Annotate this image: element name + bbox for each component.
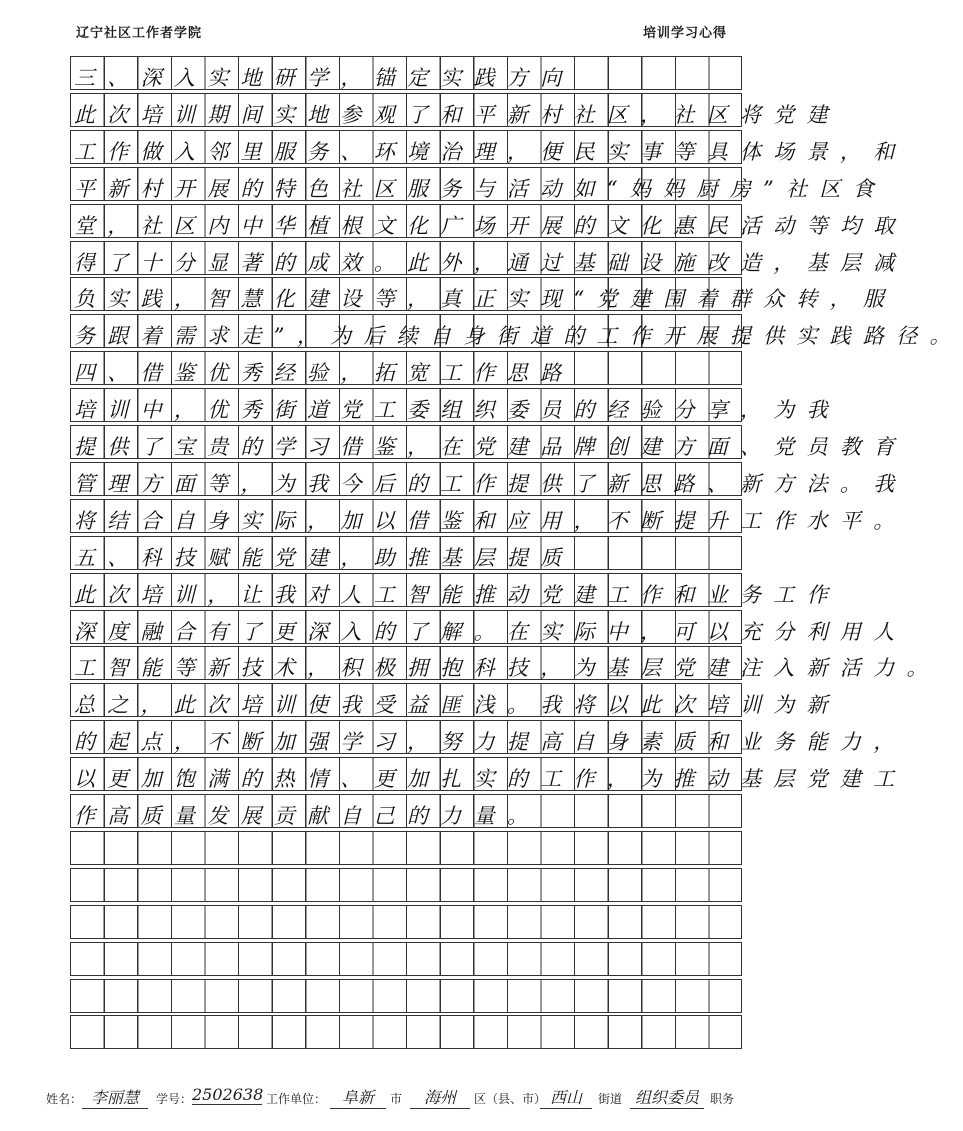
grid-row: [70, 905, 742, 939]
handwritten-line: 工智能等新技术，积极拥抱科技，为基层党建注入新活力。: [74, 656, 940, 681]
grid-row: [70, 536, 742, 570]
grid-row: [70, 277, 897, 312]
grid-row: [70, 130, 907, 164]
handwritten-line: 将结合自身实际，加以借鉴和应用，不断提升工作水平。: [74, 508, 907, 533]
city-value: 阜新: [330, 1085, 386, 1109]
name-value: 李丽慧: [82, 1085, 148, 1109]
grid-row: [70, 610, 907, 644]
grid-row: [70, 56, 742, 90]
handwritten-line: 三、深入实地研学，锚定实践方向: [74, 66, 574, 90]
handwritten-line: 务跟着需求走”，为后续自身街道的工作开展提供实践路径。: [74, 324, 963, 349]
handwritten-line: 此次培训期间实地参观了和平新村社区，社区将党建: [74, 102, 840, 127]
handwritten-line: 的起点，不断加强学习，努力提高自身素质和业务能力，: [74, 730, 907, 755]
district-label: 区（县、市）: [474, 1092, 547, 1106]
grid-row: [70, 979, 742, 1013]
district-value: 海州: [410, 1085, 470, 1109]
grid-row: [70, 831, 742, 865]
grid-row: [70, 462, 907, 496]
city-label: 市: [390, 1092, 403, 1106]
org-name: 辽宁社区工作者学院: [76, 26, 203, 41]
grid-row: [70, 388, 840, 423]
handwritten-line: 提供了宝贵的学习借鉴，在党建品牌创建方面、党员教育: [74, 435, 907, 459]
grid-row: [70, 794, 742, 828]
grid-row: [70, 425, 907, 459]
handwritten-line: 平新村开展的特色社区服务与活动如“妈妈厨房”社区食: [74, 176, 886, 201]
handwritten-line: 作高质量发展贡献自己的力量。: [74, 804, 541, 828]
grid-row: [70, 573, 840, 607]
work-unit-label: 工作单位：: [266, 1092, 327, 1106]
manuscript-grid: [70, 56, 963, 1056]
name-label: 姓名：: [46, 1092, 83, 1106]
student-id-label: 学号：: [156, 1092, 193, 1106]
handwritten-line: 工作做入邻里服务、环境治理，便民实事等具体场景，和: [74, 139, 907, 164]
handwritten-line: 四、借鉴优秀经验，拓宽工作思路: [74, 361, 574, 386]
student-id-value: 2502638: [192, 1085, 264, 1104]
handwritten-line: 深度融合有了更深入的了解。在实际中，可以充分利用人: [74, 619, 907, 644]
document-type: 培训学习心得: [642, 26, 727, 41]
handwritten-line: 此次培训，让我对人工智能推动党建工作和业务工作: [74, 582, 840, 607]
handwritten-line: 负实践，智慧化建设等，真正实现“党建围着群众转，服: [74, 287, 897, 312]
grid-row: [70, 683, 840, 718]
grid-row: [70, 167, 886, 201]
position-value: 组织委员: [630, 1085, 704, 1109]
grid-row: [70, 241, 907, 275]
street-value: 西山: [540, 1085, 592, 1109]
handwritten-line: 培训中，优秀街道党工委组织委员的经验分享，为我: [74, 398, 840, 423]
handwritten-line: 管理方面等，为我今后的工作提供了新思路、新方法。我: [74, 471, 907, 496]
grid-row: [70, 93, 840, 127]
grid-row: [70, 646, 940, 681]
grid-row: [70, 314, 963, 349]
handwritten-line: 五、科技赋能党建，助推基层提质: [74, 545, 574, 570]
handwritten-line: 总之，此次培训使我受益匪浅。我将以此次培训为新: [74, 693, 840, 718]
position-label: 职务: [710, 1092, 735, 1106]
handwritten-line: 以更加饱满的热情、更加扎实的工作，为推动基层党建工: [74, 767, 907, 792]
handwritten-line: 堂，社区内中华植根文化广场开展的文化惠民活动等均取: [74, 213, 907, 238]
footer-signature-line: [40, 1084, 780, 1110]
grid-row: [70, 942, 742, 976]
grid-row: [70, 1015, 742, 1049]
handwritten-line: 得了十分显著的成效。此外，通过基础设施改造，基层减: [74, 250, 907, 275]
page-header: [0, 22, 799, 42]
grid-row: [70, 720, 907, 755]
street-label: 街道: [598, 1092, 623, 1106]
grid-row: [70, 351, 742, 385]
grid-row: [70, 757, 907, 792]
grid-row: [70, 499, 907, 533]
grid-row: [70, 868, 742, 902]
grid-row: [70, 204, 907, 238]
